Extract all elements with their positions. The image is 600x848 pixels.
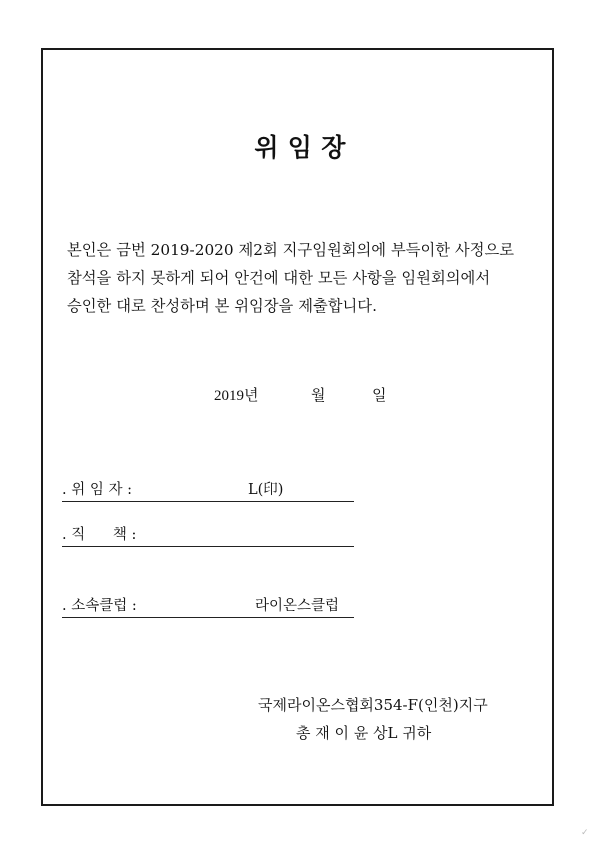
club-value: 라이온스클럽 bbox=[255, 598, 340, 614]
delegator-field[interactable] bbox=[62, 479, 354, 502]
position-label: . 직 책 : bbox=[62, 527, 137, 543]
date-day: 일 bbox=[372, 388, 387, 404]
document-title: 위 임 장 bbox=[254, 133, 346, 162]
delegator-label: . 위 임 자 : bbox=[62, 482, 132, 498]
date-year: 2019년 bbox=[214, 388, 259, 404]
position-field[interactable] bbox=[62, 524, 354, 547]
addressee-organization: 국제라이온스협회354-F(인천)지구 bbox=[258, 696, 488, 714]
date-month: 월 bbox=[311, 388, 326, 404]
body-line: 본인은 금번 2019-2020 제2회 지구임원회의에 부득이한 사정으로 bbox=[67, 241, 515, 259]
addressee-recipient: 총 재 이 윤 상L 귀하 bbox=[296, 724, 432, 742]
club-field[interactable] bbox=[62, 595, 354, 618]
delegator-value: L(印) bbox=[248, 482, 284, 498]
club-label: . 소속클럽 : bbox=[62, 598, 137, 614]
body-line: 승인한 대로 찬성하며 본 위임장을 제출합니다. bbox=[67, 297, 377, 315]
body-line: 참석을 하지 못하게 되어 안건에 대한 모든 사항을 임원회의에서 bbox=[67, 269, 491, 287]
check-mark-icon: ✓ bbox=[581, 828, 589, 838]
body-paragraph bbox=[67, 236, 542, 320]
